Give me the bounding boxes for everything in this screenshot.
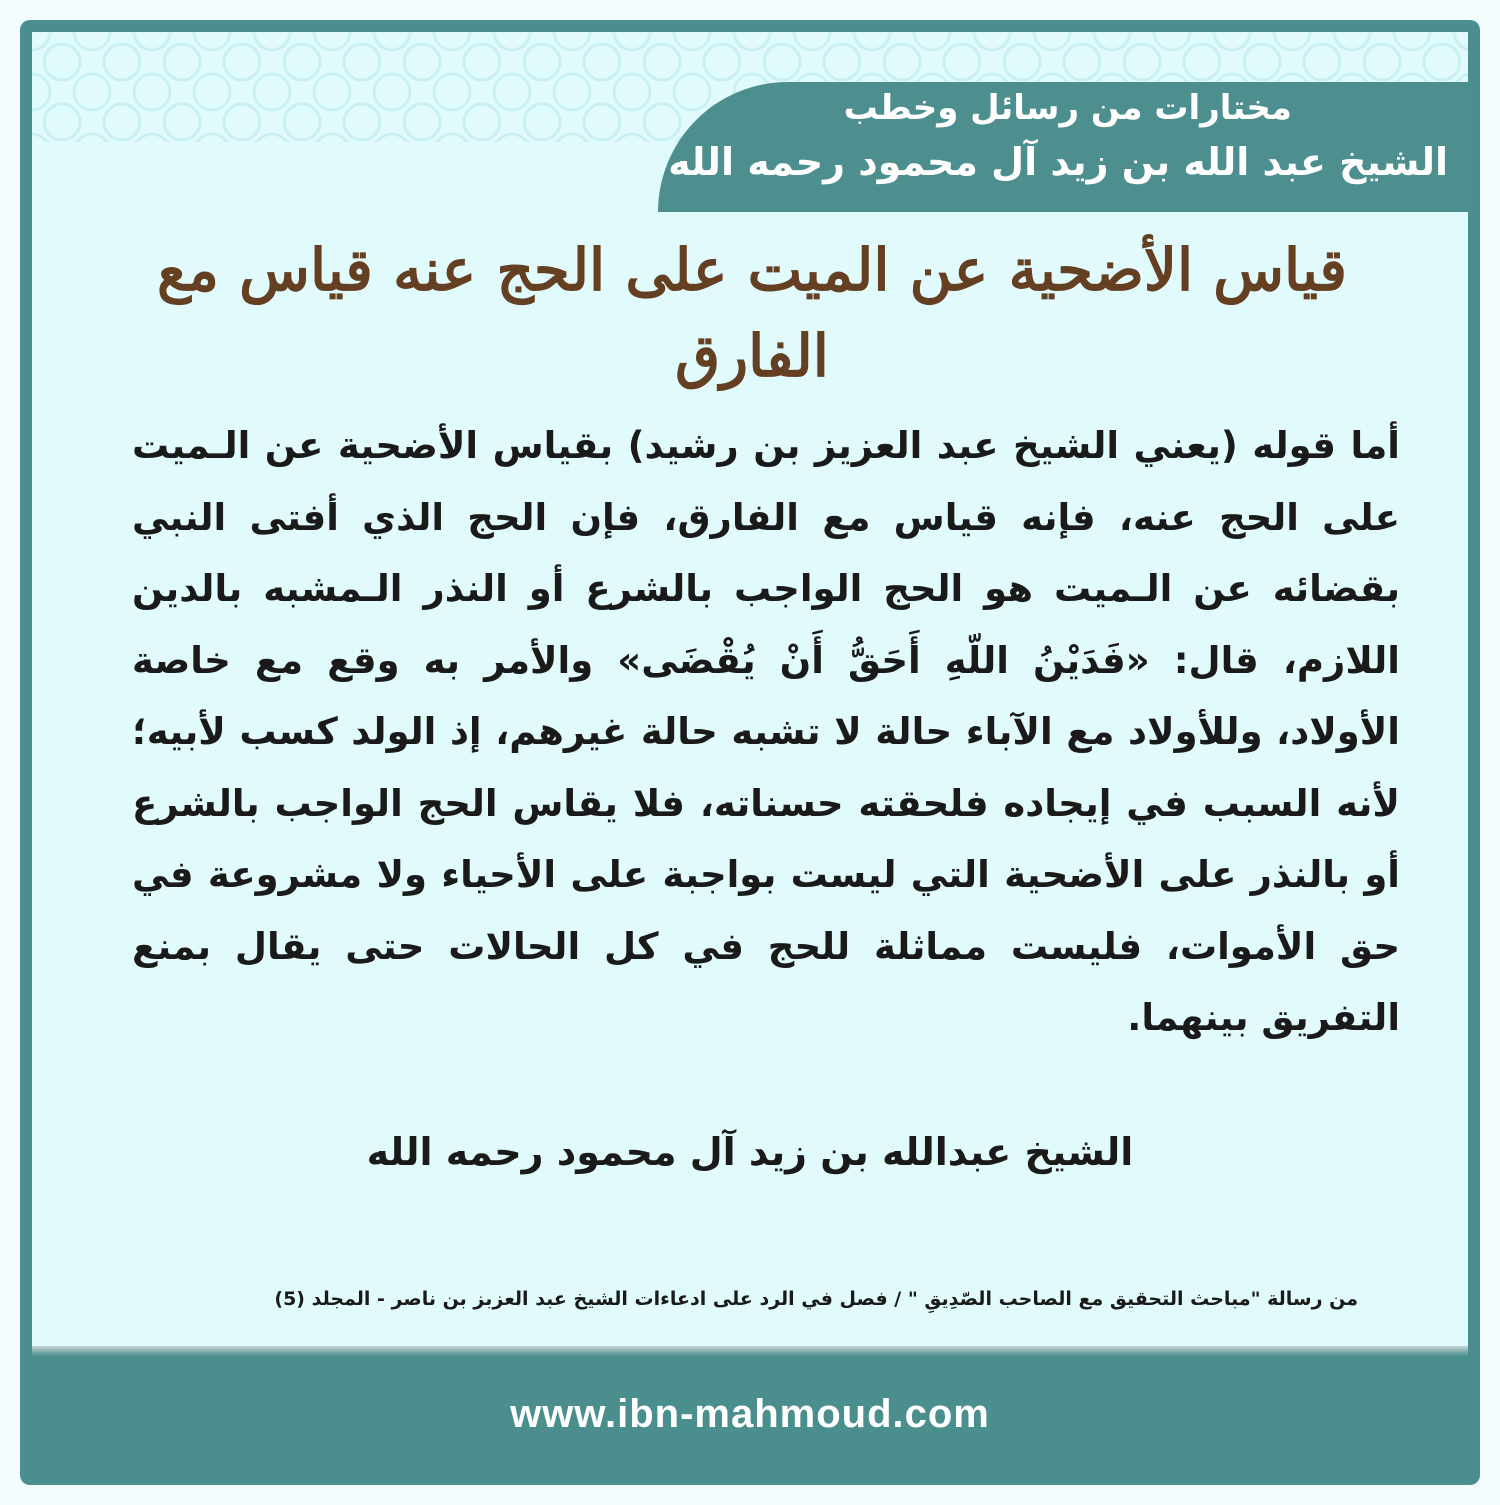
website-link[interactable]: www.ibn-mahmoud.com [510, 1392, 990, 1436]
article-title: قياس الأضحية عن الميت على الحج عنه قياس مع الفارق [157, 236, 1347, 390]
footer-divider [32, 1346, 1468, 1356]
header-line1: مختارات من رسائل وخطب [843, 88, 1292, 128]
source-citation: من رسالة "مباحث التحقيق مع الصاحب الصّدِيقِ " / فصل في الرد على ادعاءات الشيخ عبد العزبز بن ناصر - المجلد (5) [274, 1288, 1358, 1310]
header-line2: الشيخ عبد الله بن زيد آل محمود رحمه الله [668, 140, 1448, 184]
author-attribution: الشيخ عبدالله بن زيد آل محمود رحمه الله [366, 1130, 1134, 1174]
header-banner [658, 82, 1468, 212]
article-body: أما قوله (يعني الشيخ عبد العزيز بن رشيد) بقياس الأضحية عن الـميت على الحج عنه، فإنه قياس مع الفارق، فإن الحج الذي أفتى النبي بقضائه عن الـميت هو الحج الواجب بالشرع أو النذر الـمشبه بالدين اللازم، قال: «فَدَيْنُ اللّهِ أَحَقُّ أَنْ يُقْضَى» والأمر به وقع مع خاصة الأولاد، وللأولاد مع الآباء حالة لا تشبه حالة غيرهم، إذ الولد كسب لأبيه؛ لأنه السبب في إيجاده فلحقته حسناته، فلا يقاس الحج الواجب بالشرع أو بالنذر على الأضحية التي ليست بواجبة على الأحياء ولا مشروعة في حق الأموات، فليست مماثلة للحج في كل الحالات حتى يقال بمنع التفريق بينهما. [132, 424, 1400, 1039]
content-card [32, 32, 1468, 1355]
